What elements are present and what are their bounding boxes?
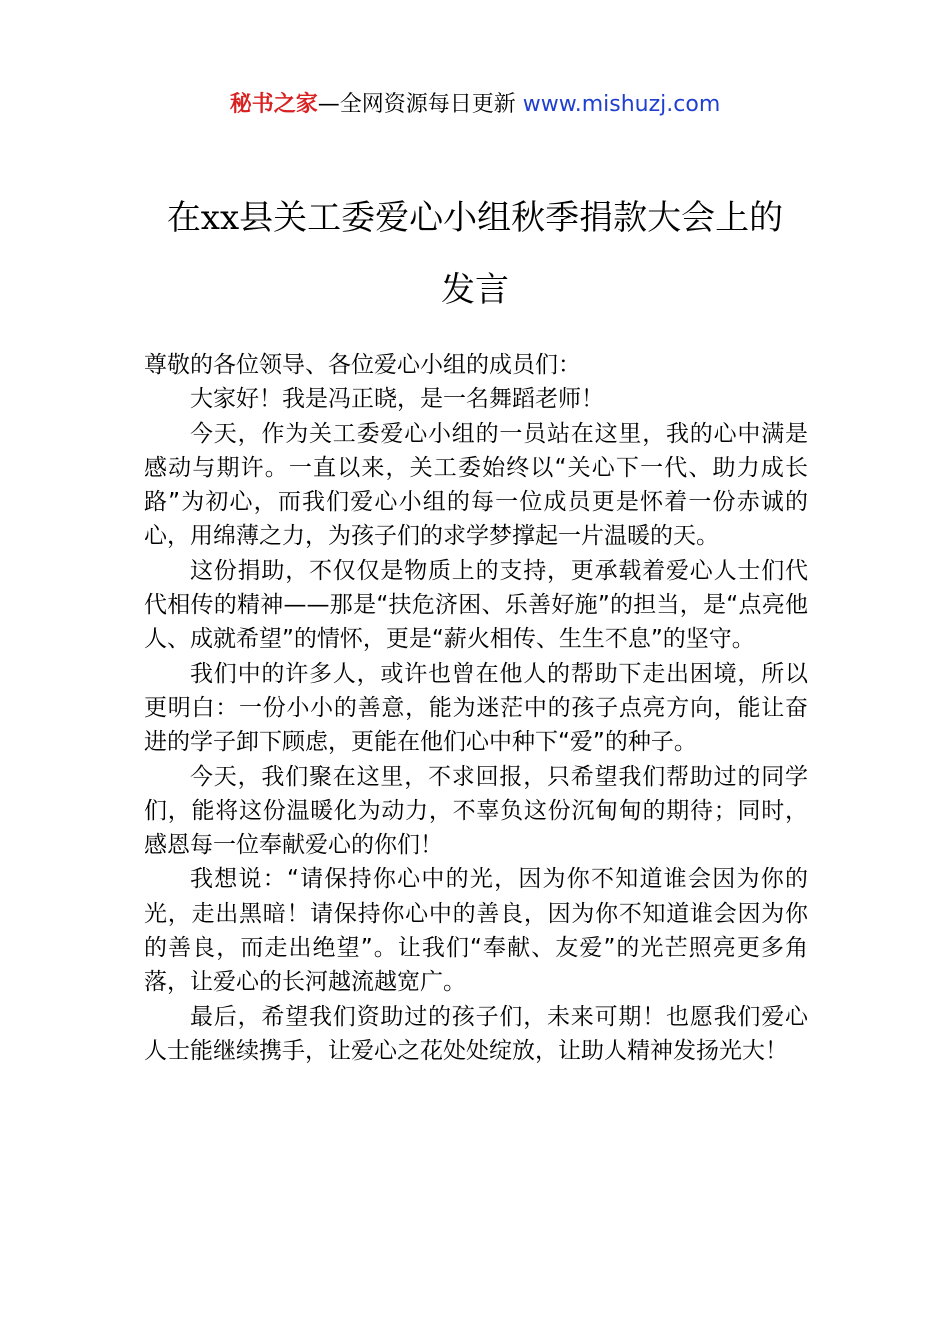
paragraph-closing: 最后，希望我们资助过的孩子们，未来可期！也愿我们爱心人士能继续携手，让爱心之花处处绽放，让助人精神发扬光大！ [144,1003,808,1064]
paragraph-6: 我想说：“请保持你心中的光，因为你不知道谁会因为你的光，走出黑暗！请保持你心中的善良，因为你不知道谁会因为你的善良，而走出绝望”。让我们“奉献、友爱”的光芒照亮更多角落，让爱心的长河越流越宽广。 [144,866,808,996]
site-url-link[interactable]: www.mishuzj.com [522,92,721,117]
paragraph-5: 今天，我们聚在这里，不求回报，只希望我们帮助过的同学们，能将这份温暖化为动力，不辜负这份沉甸甸的期待；同时，感恩每一位奉献爱心的你们！ [144,763,808,859]
document-body [144,348,808,1068]
page-header [0,88,950,122]
salutation: 尊敬的各位领导、各位爱心小组的成员们： [144,352,581,378]
title-line-2: 发言 [441,270,509,310]
paragraph-3: 这份捐助，不仅仅是物质上的支持，更承载着爱心人士们代代相传的精神——那是“扶危济困、乐善好施”的担当，是“点亮他人、成就希望”的情怀，更是“薪火相传、生生不息”的坚守。 [144,557,808,653]
paragraph-greeting: 大家好！我是冯正晓，是一名舞蹈老师！ [190,386,604,413]
document-title [120,182,830,326]
paragraph-4: 我们中的许多人，或许也曾在他人的帮助下走出困境，所以更明白：一份小小的善意，能为迷茫中的孩子点亮方向，能让奋进的学子卸下顾虑，更能在他们心中种下“爱”的种子。 [144,660,808,756]
paragraph-2: 今天，作为关工委爱心小组的一员站在这里，我的心中满是感动与期许。一直以来，关工委始终以“关心下一代、助力成长路”为初心，而我们爱心小组的每一位成员更是怀着一份赤诚的心，用绵薄之力，为孩子们的求学梦撑起一片温暖的天。 [144,420,808,550]
header-tagline: —全网资源每日更新 [317,92,523,117]
brand-name: 秘书之家 [229,92,318,117]
title-line-1: 在xx县关工委爱心小组秋季捐款大会上的 [166,198,784,238]
